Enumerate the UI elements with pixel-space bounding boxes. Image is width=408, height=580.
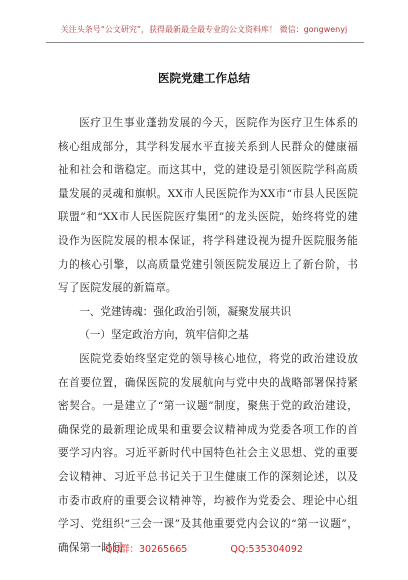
header-notice: 关注头条号“公文研究”，获得最新最全最专业的公文资料库！ 微信：gongwenyj [60,25,348,34]
footer-contacts [0,541,408,555]
section-heading: 一、党建铸魂：强化政治引领，凝聚发展共识 [79,305,292,318]
document-title: 医院党建工作总结 [158,71,250,85]
footer-qq-number: QQ:535304092 [230,544,303,555]
footer-qq-group: QQ群：30265665 [105,544,188,555]
document-body [58,112,358,560]
header-divider [46,42,364,43]
subsection-paragraph: 医院党委始终坚定党的领导核心地位，将党的政治建设放在首要位置，确保医院的发展航向与党中央的战略部署保持紧密契合。一是建立了“第一议题”制度，聚焦于党的政治建设，确保党的最新理论成果和重要会议精神成为党委各项工作的首要学习内容。习近平新时代中国特色社会主义思想、党的重要会议精神、习近平总书记关于卫生健康工作的深刻论述，以及市委市政府的重要会议精神等，均被作为党委会、理论中心组学习、党组织“三会一课”及其他重要党内会议的“第一议题”，确保第一时间 [58,352,358,554]
subsection-heading: （一）坚定政治方向，筑牢信仰之基 [79,329,249,342]
intro-paragraph: 医疗卫生事业蓬勃发展的今天，医院作为医疗卫生体系的核心组成部分，其学科发展水平直接关系到人民群众的健康福祉和社会和谐稳定。而这其中，党的建设是引领医院学科高质量发展的灵魂和旗帜。XX市人民医院作为XX市“市县人民医院联盟”和“XX市人民医院医疗集团”的龙头医院，始终将党的建设作为医院发展的根本保证，将学科建设视为提升医院服务能力的核心引擎，以高质量党建引领医院发展迈上了新台阶，书写了医院发展的新篇章。 [58,117,358,295]
